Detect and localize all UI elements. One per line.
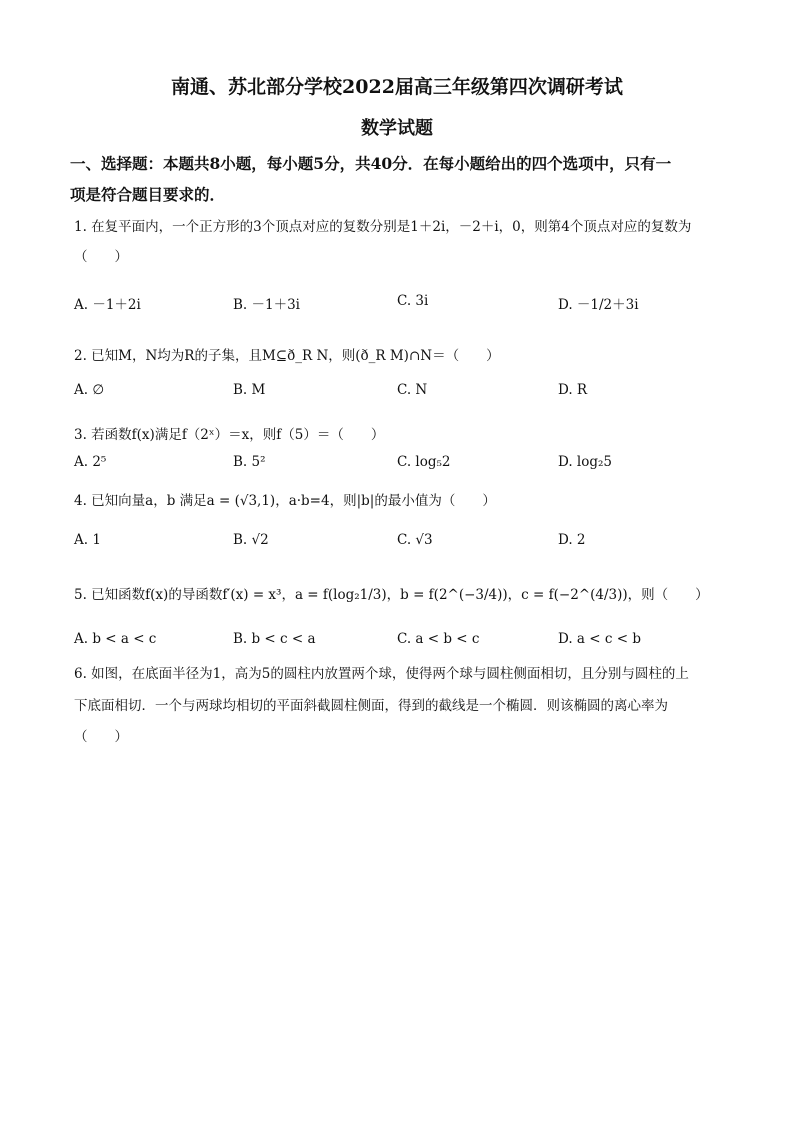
question-5-option-c: C. a < b < c [397, 631, 480, 647]
question-4-option-a: A. 1 [74, 532, 101, 548]
question-1-option-a: A. －1＋2i [74, 297, 141, 313]
question-3-option-a: A. 2⁵ [74, 454, 107, 470]
question-3-option-b: B. 5² [233, 454, 266, 470]
exam-subtitle: 数学试题 [361, 118, 433, 139]
question-1-stem-line-2: （ ） [74, 249, 128, 265]
question-3-option-d: D. log₂5 [558, 454, 613, 470]
question-1-option-b: B. －1＋3i [233, 297, 300, 313]
question-2-option-c: C. N [397, 382, 428, 398]
section-heading-line-2: 项是符合题目要求的． [70, 185, 226, 204]
question-5-option-a: A. b < a < c [74, 631, 157, 647]
question-6-stem-line-1: 6. 如图，在底面半径为1，高为5的圆柱内放置两个球，使得两个球与圆柱侧面相切，且分别与圆柱的上 [74, 666, 689, 682]
question-2-option-b: B. M [233, 382, 266, 398]
section-heading-line-1: 一、选择题：本题共8小题，每小题5分，共40分．在每小题给出的四个选项中，只有一 [70, 154, 672, 173]
question-4-option-b: B. √2 [233, 532, 269, 548]
question-1-option-d: D. －1/2＋3i [558, 297, 639, 313]
question-6-stem-line-3: （ ） [74, 729, 128, 745]
question-4-option-c: C. √3 [397, 532, 433, 548]
question-1-option-c: C. 3i [397, 293, 429, 309]
question-2-stem: 2. 已知M，N均为R的子集，且M⊆ð_R N，则(ð_R M)∩N＝（ ） [74, 348, 500, 364]
question-2-option-d: D. R [558, 382, 588, 398]
question-6-stem-line-2: 下底面相切．一个与两球均相切的平面斜截圆柱侧面，得到的截线是一个椭圆．则该椭圆的离心率为 [74, 698, 668, 714]
question-5-stem: 5. 已知函数f(x)的导函数f′(x) = x³，a = f(log₂1/3)，b = f(2^(−3/4))，c = f(−2^(4/3))，则（ ） [74, 587, 709, 603]
exam-title: 南通、苏北部分学校2022届高三年级第四次调研考试 [171, 76, 623, 98]
question-4-stem: 4. 已知向量a，b 满足a = (√3,1)，a·b=4，则|b|的最小值为（ ） [74, 493, 496, 509]
question-2-option-a: A. ∅ [74, 382, 105, 398]
question-3-option-c: C. log₅2 [397, 454, 451, 470]
question-5-option-d: D. a < c < b [558, 631, 641, 647]
question-1-stem-line-1: 1. 在复平面内，一个正方形的3个顶点对应的复数分别是1＋2i，－2＋i，0，则第4个顶点对应的复数为 [74, 219, 692, 235]
question-5-option-b: B. b < c < a [233, 631, 316, 647]
question-4-option-d: D. 2 [558, 532, 586, 548]
question-3-stem: 3. 若函数f(x)满足f（2ˣ）＝x，则f（5）＝（ ） [74, 427, 385, 443]
